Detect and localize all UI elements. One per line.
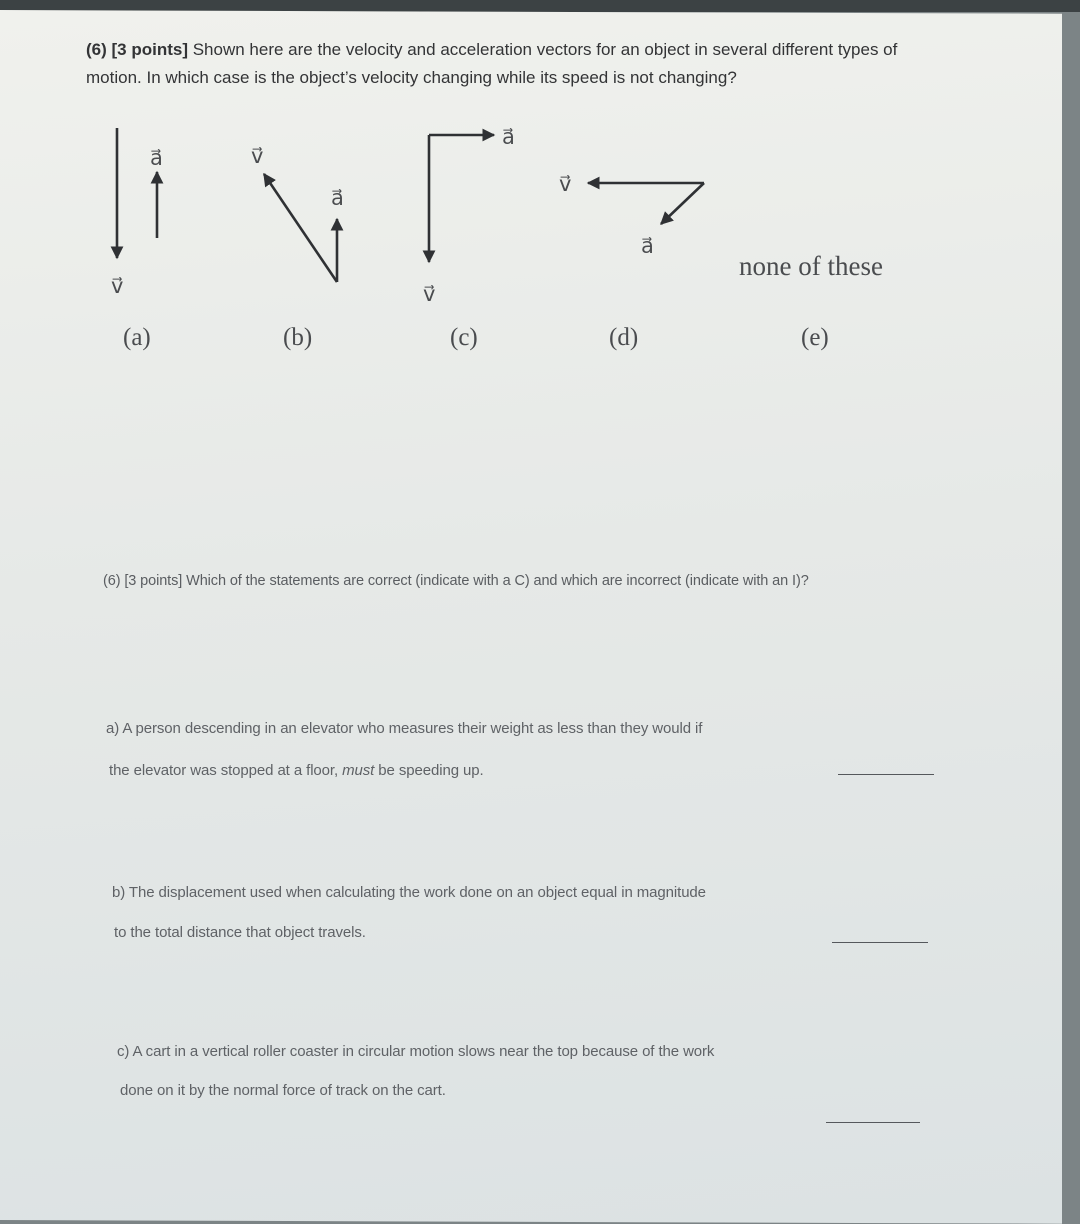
question-1-text (86, 36, 956, 92)
diagram-c-a-label: a⃗ (502, 125, 515, 149)
diagram-a-a-label: a⃗ (150, 146, 163, 170)
option-c-label: (c) (450, 324, 478, 351)
statement-a-line-2 (109, 762, 484, 779)
diagram-d-v-label: v⃗ (559, 172, 572, 196)
option-e-none-text: none of these (739, 251, 883, 281)
option-d-label: (d) (609, 324, 639, 351)
diagram-c-v-label: v⃗ (423, 282, 436, 306)
diagram-b-velocity-arrow (264, 174, 337, 282)
diagram-b-v-label: v⃗ (251, 144, 264, 168)
statement-b-answer-blank[interactable] (832, 942, 928, 943)
diagram-b-a-label: a⃗ (331, 186, 344, 210)
diagram-d-acceleration-arrow (661, 183, 704, 224)
option-b-label: (b) (283, 324, 313, 351)
question-2-text: (6) [3 points] Which of the statements are correct (indicate with a C) and which are incorrect (indicate with an I)? (103, 573, 809, 589)
statement-a-emphasis: must (342, 762, 375, 779)
statement-b-line-2: to the total distance that object travels. (114, 924, 366, 941)
statement-a-line-2-start: the elevator was stopped at a floor, (109, 762, 343, 779)
diagram-d-a-label: a⃗ (641, 234, 654, 258)
statement-a-line-1: a) A person descending in an elevator who measures their weight as less than they would if (106, 720, 703, 737)
vector-diagrams (0, 100, 1080, 370)
statement-c-line-2: done on it by the normal force of track on the cart. (120, 1082, 446, 1099)
option-e-label: (e) (801, 324, 829, 351)
question-1-body: Shown here are the velocity and acceleration vectors for an object in several different types of motion. In which case is the object’s velocity changing while its speed is not changing? (86, 40, 898, 87)
statement-a-line-2-end: be speeding up. (374, 762, 484, 779)
diagram-a-v-label: v⃗ (111, 274, 124, 298)
statement-b-line-1: b) The displacement used when calculating the work done on an object equal in magnitude (112, 884, 706, 901)
statement-c-line-1: c) A cart in a vertical roller coaster in circular motion slows near the top because of the work (117, 1043, 715, 1060)
statement-c-answer-blank[interactable] (826, 1122, 920, 1123)
statement-a-answer-blank[interactable] (838, 774, 934, 775)
option-a-label: (a) (123, 324, 151, 351)
question-1-label: (6) [3 points] (86, 40, 188, 59)
